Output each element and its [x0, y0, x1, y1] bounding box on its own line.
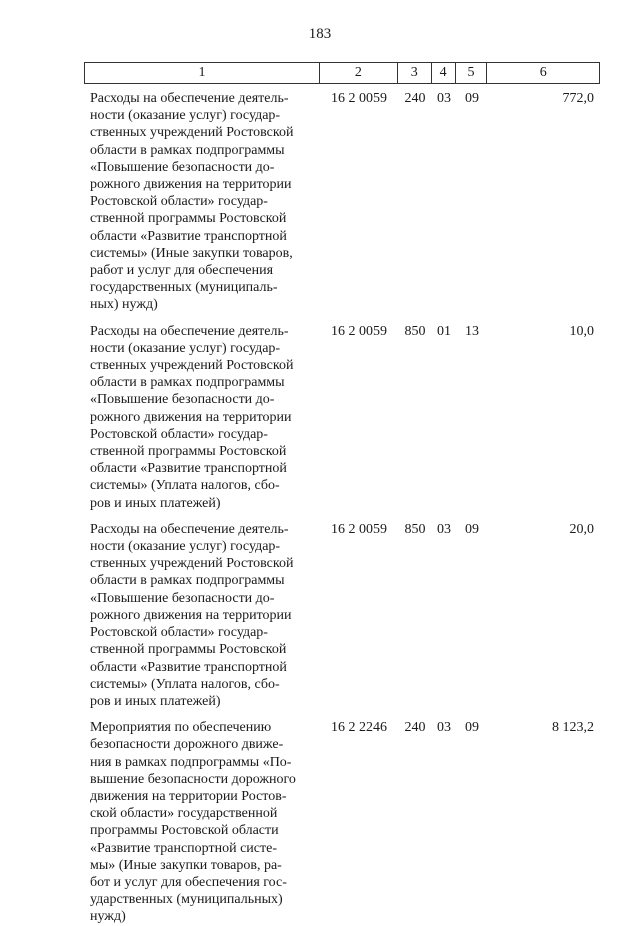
header-col-3: 3 [398, 63, 432, 83]
row-amount: 10,0 [569, 323, 594, 339]
budget-table [84, 62, 600, 926]
row-subsection: 09 [465, 91, 479, 106]
header-col-5: 5 [456, 63, 488, 83]
table-row [84, 518, 600, 710]
row-section: 03 [437, 521, 451, 537]
header-col-2: 2 [320, 63, 398, 83]
row-expense-type: 240 [404, 91, 426, 106]
row-description: Расходы на обеспечение деятель- ности (оказание услуг) государ- ственных учреждений Ростовской области в рамках подпрограммы «Повышение безопасности до- рожного движения на территории Ростовской области» государ- ственной программы Ростовской области «Развитие транспортной системы» (Уплата налогов, сбо- ров и иных платежей) [90, 521, 294, 709]
header-col-1: 1 [85, 63, 320, 83]
row-subsection: 09 [465, 521, 479, 537]
page-number: 183 [308, 26, 332, 42]
table-row [84, 320, 600, 512]
row-target-code: 16 2 2246 [331, 720, 387, 736]
header-col-6: 6 [539, 65, 547, 80]
row-amount: 772,0 [562, 91, 594, 106]
header-col-4: 4 [432, 63, 456, 83]
row-expense-type: 850 [404, 323, 426, 339]
table-row [84, 716, 600, 925]
row-section: 01 [437, 323, 451, 339]
row-section: 03 [437, 720, 451, 736]
row-amount: 8 123,2 [552, 720, 594, 736]
row-description: Мероприятия по обеспечению безопасности дорожного движе- ния в рамках подпрограммы «По- вышение безопасности дорожного движения на территории Ростов- ской области» государственной программы Ростовской области «Развитие транспортной систе- мы» (Иные закупки товаров, ра- бот и услуг для обеспечения гос- ударственных (муниципальных) нужд) [90, 720, 296, 925]
row-target-code: 16 2 0059 [331, 91, 387, 106]
row-subsection: 09 [465, 720, 479, 736]
row-section: 03 [437, 91, 451, 106]
row-description: Расходы на обеспечение деятель- ности (оказание услуг) государ- ственных учреждений Ростовской области в рамках подпрограммы «Повышение безопасности до- рожного движения на территории Ростовской области» государ- ственной программы Ростовской области «Развитие транспортной системы» (Иные закупки товаров, работ и услуг для обеспечения государственных (муниципаль- ных) нужд) [90, 91, 294, 313]
row-amount: 20,0 [569, 521, 594, 537]
row-subsection: 13 [465, 323, 479, 339]
row-description: Расходы на обеспечение деятель- ности (оказание услуг) государ- ственных учреждений Ростовской области в рамках подпрограммы «Повышение безопасности до- рожного движения на территории Ростовской области» государ- ственной программы Ростовской области «Развитие транспортной системы» (Уплата налогов, сбо- ров и иных платежей) [90, 323, 294, 511]
row-expense-type: 850 [404, 521, 426, 537]
row-target-code: 16 2 0059 [331, 521, 387, 537]
table-row [84, 87, 600, 314]
table-header-row [84, 62, 600, 84]
row-target-code: 16 2 0059 [331, 323, 387, 339]
row-expense-type: 240 [404, 720, 426, 736]
